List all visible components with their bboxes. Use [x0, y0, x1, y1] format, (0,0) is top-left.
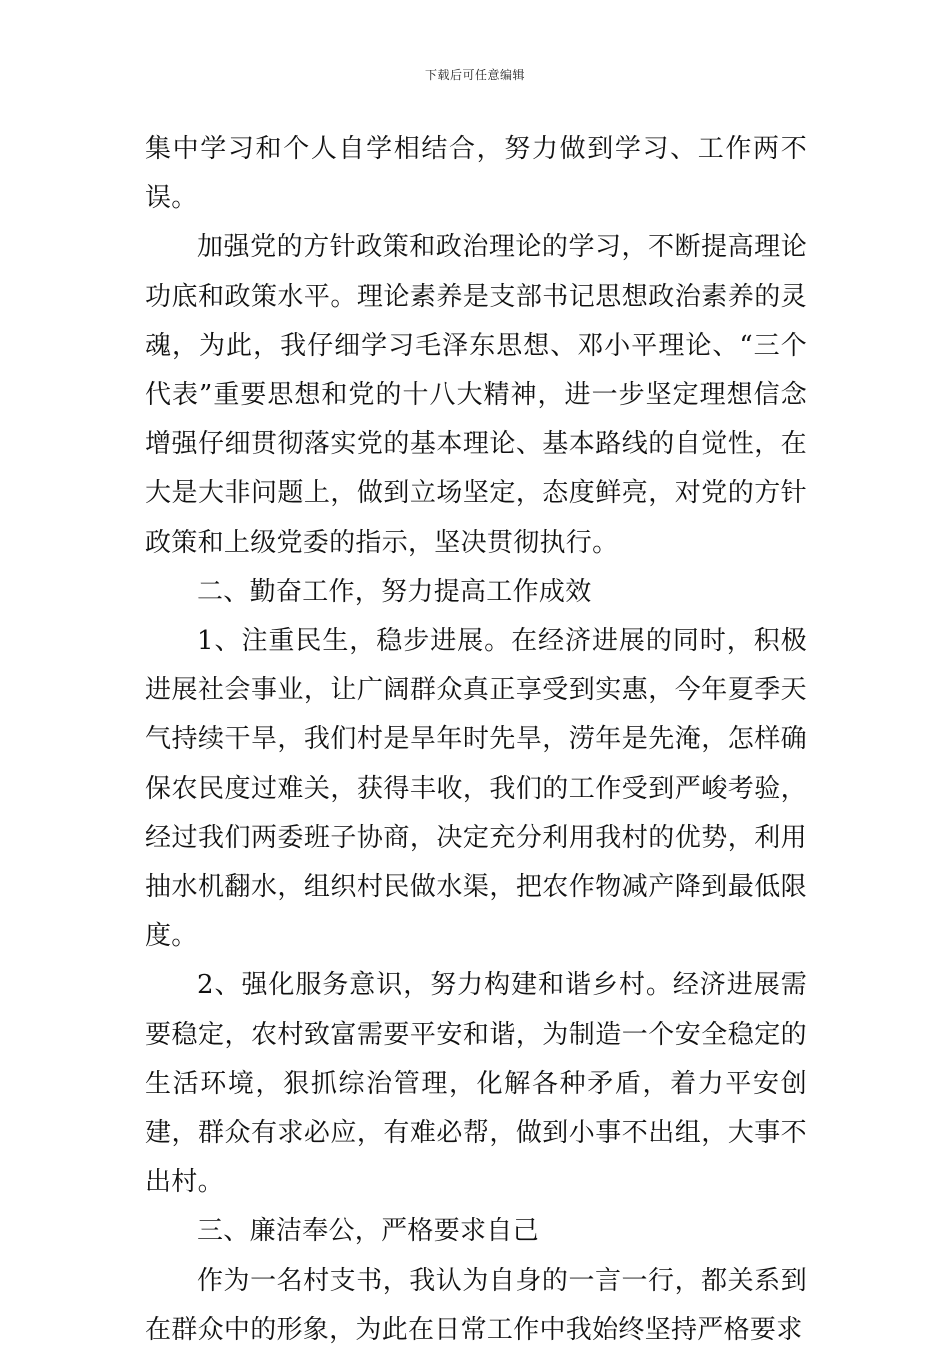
paragraph-livelihood: 1、注重民生，稳步进展。在经济进展的同时，积极进展社会事业，让广阔群众真正享受到实惠，今年夏季天气持续干旱，我们村是旱年时先旱，涝年是先淹，怎样确保农民度过难关，获得丰收，我们的工作受到严峻考验，经过我们两委班子协商，决定充分利用我村的优势，利用抽水机翻水，组织村民做水渠，把农作物减产降到最低限度。 [145, 626, 807, 952]
paragraph-self-discipline: 作为一名村支书，我认为自身的一言一行，都关系到在群众中的形象，为此在日常工作中我始终坚持严格要求 [145, 1265, 807, 1345]
page-header: 下载后可任意编辑 [424, 68, 525, 82]
paragraph-continuation: 集中学习和个人自学相结合，努力做到学习、工作两不误。 [145, 134, 807, 214]
paragraph-theory-study: 加强党的方针政策和政治理论的学习，不断提高理论功底和政策水平。理论素养是支部书记思想政治素养的灵魂，为此，我仔细学习毛泽东思想、邓小平理论、“三个代表”重要思想和党的十八大精神，进一步坚定理想信念增强仔细贯彻落实党的基本理论、基本路线的自觉性，在大是大非问题上，做到立场坚定，态度鲜亮，对党的方针政策和上级党委的指示，坚决贯彻执行。 [145, 232, 807, 558]
section-heading-work: 二、勤奋工作，努力提高工作成效 [197, 576, 592, 607]
document-body [145, 125, 807, 1355]
paragraph-service: 2、强化服务意识，努力构建和谐乡村。经济进展需要稳定，农村致富需要平安和谐，为制造一个安全稳定的生活环境，狠抓综治管理，化解各种矛盾，着力平安创建，群众有求必应，有难必帮，做到小事不出组，大事不出村。 [145, 970, 807, 1198]
section-heading-integrity: 三、廉洁奉公，严格要求自己 [197, 1216, 539, 1247]
